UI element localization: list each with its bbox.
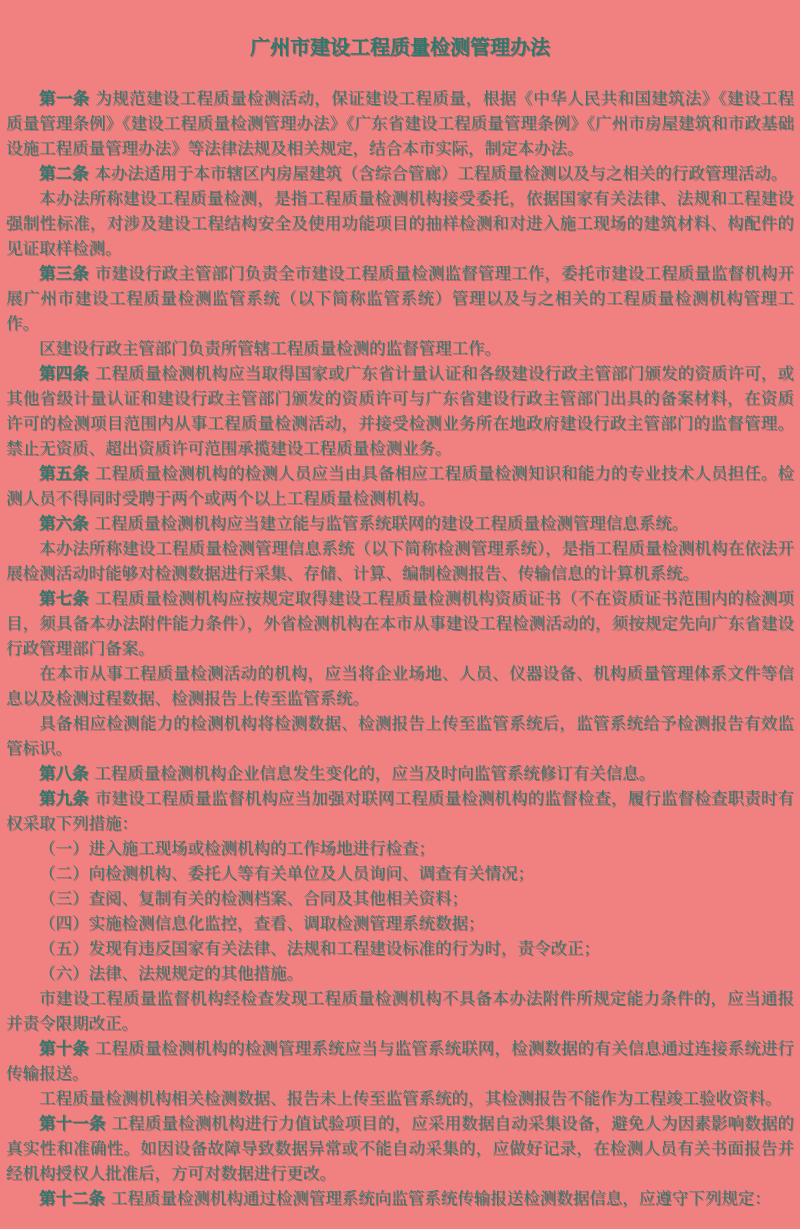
paragraph — [6, 187, 794, 262]
paragraph-text: 在本市从事工程质量检测活动的机构，应当将企业场地、人员、仪器设备、机构质量管理体系文件等信息以及检测过程数据、检测报告上传至监管系统。 — [6, 665, 794, 708]
article-number: 第二条 — [39, 165, 89, 183]
paragraph-text: 市建设工程质量监督机构应当加强对联网工程质量检测机构的监督检查，履行监督检查职责时有权采取下列措施： — [6, 790, 795, 833]
paragraph-text: （六）法律、法规规定的其他措施。 — [39, 965, 303, 983]
paragraph — [6, 987, 794, 1037]
article-number: 第六条 — [39, 515, 89, 533]
paragraph — [6, 362, 794, 462]
paragraph-text: （四）实施检测信息化监控，查看、调取检测管理系统数据； — [39, 915, 485, 933]
paragraph-text: 市建设工程质量监督机构经检查发现工程质量检测机构不具备本办法附件所规定能力条件的，应当通报并责令限期改正。 — [6, 990, 794, 1033]
paragraph — [6, 912, 794, 937]
paragraph-text: 工程质量检测机构通过检测管理系统向监管系统传输报送检测数据信息，应遵守下列规定： — [110, 1190, 771, 1208]
paragraph — [6, 1087, 794, 1112]
paragraph-text: 本办法所称建设工程质量检测，是指工程质量检测机构接受委托，依据国家有关法律、法规和工程建设强制性标准，对涉及建设工程结构安全及使用功能项目的抽样检测和对进入施工现场的建筑材料、构配件的见证取样检测。 — [6, 190, 794, 258]
paragraph — [6, 462, 794, 512]
paragraph — [6, 1112, 794, 1187]
paragraph-text: 区建设行政主管部门负责所管辖工程质量检测的监督管理工作。 — [39, 340, 501, 358]
paragraph-text: 本办法所称建设工程质量检测管理信息系统（以下简称检测管理系统），是指工程质量检测机构在依法开展检测活动时能够对检测数据进行采集、存储、计算、编制检测报告、传输信息的计算机系统。 — [6, 540, 794, 583]
paragraph-text: （二）向检测机构、委托人等有关单位及人员询问、调查有关情况； — [39, 865, 534, 883]
paragraph-text: （五）发现有违反国家有关法律、法规和工程建设标准的行为时，责令改正； — [39, 940, 600, 958]
paragraph — [6, 662, 794, 712]
article-number: 第七条 — [39, 590, 89, 608]
paragraph-text: （三）查阅、复制有关的检测档案、合同及其他相关资料； — [39, 890, 468, 908]
article-number: 第四条 — [39, 365, 89, 383]
paragraph — [6, 1037, 794, 1087]
paragraph — [6, 537, 794, 587]
article-number: 第三条 — [39, 265, 89, 283]
paragraph — [6, 262, 794, 337]
paragraph-text: 市建设行政主管部门负责全市建设工程质量检测监督管理工作，委托市建设工程质量监督机构开展广州市建设工程质量检测监管系统（以下简称监管系统）管理以及与之相关的工程质量检测机构管理工作。 — [6, 265, 795, 333]
paragraph — [6, 862, 794, 887]
paragraph-text: 具备相应检测能力的检测机构将检测数据、检测报告上传至监管系统后，监管系统给予检测报告有效监管标识。 — [6, 715, 794, 758]
paragraph — [6, 837, 794, 862]
paragraph-text: 工程质量检测机构企业信息发生变化的，应当及时向监管系统修订有关信息。 — [94, 765, 656, 783]
paragraph-text: 为规范建设工程质量检测活动，保证建设工程质量，根据《中华人民共和国建筑法》《建设工程质量管理条例》《建设工程质量检测管理办法》《广东省建设工程质量管理条例》《广州市房屋建筑和市政基础设施工程质量管理办法》等法律法规及相关规定，结合本市实际，制定本办法。 — [6, 90, 795, 158]
article-number: 第五条 — [39, 465, 89, 483]
paragraph — [6, 337, 794, 362]
paragraph-text: （一）进入施工现场或检测机构的工作场地进行检查； — [39, 840, 435, 858]
paragraph-text: 工程质量检测机构的检测人员应当由具备相应工程质量检测知识和能力的专业技术人员担任。检测人员不得同时受聘于两个或两个以上工程质量检测机构。 — [6, 465, 795, 508]
paragraph — [6, 962, 794, 987]
article-number: 第十二条 — [39, 1190, 105, 1208]
article-number: 第八条 — [39, 765, 89, 783]
article-number: 第一条 — [39, 90, 90, 108]
paragraph — [6, 87, 794, 162]
paragraph — [6, 762, 794, 787]
article-number: 第十一条 — [39, 1115, 106, 1133]
paragraph-text: 工程质量检测机构相关检测数据、报告未上传至监管系统的，其检测报告不能作为工程竣工验收资料。 — [39, 1090, 782, 1108]
paragraph — [6, 787, 794, 837]
paragraph — [6, 1187, 794, 1212]
paragraph-text: 本办法适用于本市辖区内房屋建筑（含综合管廊）工程质量检测以及与之相关的行政管理活动。 — [94, 165, 788, 183]
paragraph — [6, 937, 794, 962]
paragraph — [6, 712, 794, 762]
paragraph-text: 工程质量检测机构进行力值试验项目的，应采用数据自动采集设备，避免人为因素影响数据的真实性和准确性。如因设备故障导致数据异常或不能自动采集的，应做好记录，在检测人员有关书面报告并经机构授权人批准后，方可对数据进行更改。 — [6, 1115, 795, 1183]
paragraph-text: 工程质量检测机构应按规定取得建设工程质量检测机构资质证书（不在资质证书范围内的检测项目，须具备本办法附件能力条件），外省检测机构在本市从事建设工程检测活动的，须按规定先向广东省建设行政管理部门备案。 — [6, 590, 795, 658]
paragraph — [6, 587, 794, 662]
document-body — [6, 87, 794, 1212]
page-title: 广州市建设工程质量检测管理办法 — [250, 37, 550, 59]
paragraph — [6, 887, 794, 912]
paragraph-text: 工程质量检测机构的检测管理系统应当与监管系统联网，检测数据的有关信息通过连接系统进行传输报送。 — [6, 1040, 795, 1083]
paragraph — [6, 512, 794, 537]
paragraph-text: 工程质量检测机构应当取得国家或广东省计量认证和各级建设行政主管部门颁发的资质许可，或其他省级计量认证和建设行政主管部门颁发的资质许可与广东省建设行政主管部门出具的备案材料，在资质许可的检测项目范围内从事工程质量检测活动，并接受检测业务所在地政府建设行政主管部门的监督管理。禁止无资质、超出资质许可范围承揽建设工程质量检测业务。 — [6, 365, 795, 458]
paragraph — [6, 162, 794, 187]
paragraph-text: 工程质量检测机构应当建立能与监管系统联网的建设工程质量检测管理信息系统。 — [94, 515, 689, 533]
article-number: 第九条 — [39, 790, 89, 808]
article-number: 第十条 — [39, 1040, 89, 1058]
